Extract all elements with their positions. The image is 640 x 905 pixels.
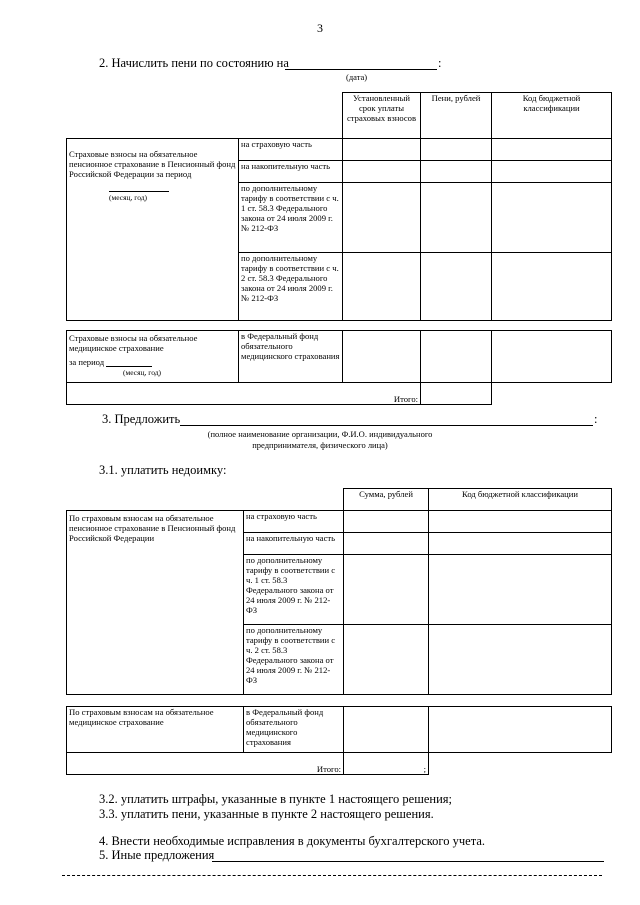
- cell-input[interactable]: [421, 161, 492, 183]
- cell-input[interactable]: [492, 253, 612, 321]
- section-2-title: 2. Начислить пени по состоянию на: [99, 56, 289, 70]
- total-semicolon: ;: [423, 764, 426, 774]
- pension-insurance-label: По страховым взносам на обязательное пенсионное страхование в Пенсионный фонд Российской Федерации: [67, 511, 244, 695]
- section-3-title: 3. Предложить: [102, 412, 181, 426]
- row-funded-part: на накопительную часть: [244, 533, 344, 555]
- row-funded-part: на накопительную часть: [239, 161, 343, 183]
- item-4: 4. Внести необходимые исправления в документы бухгалтерского учета.: [99, 834, 485, 848]
- row-medical-fund: в Федеральный фонд обязательного медицинского страхования: [244, 707, 344, 753]
- cell-input[interactable]: [343, 183, 421, 253]
- organization-field-line[interactable]: [180, 425, 593, 426]
- page-number: 3: [317, 21, 323, 35]
- section-3-colon: :: [594, 412, 598, 426]
- header-budget-code: Код бюджетной классификации: [492, 93, 612, 139]
- item-5: 5. Иные предложения: [99, 848, 215, 862]
- row-medical-fund: в Федеральный фонд обязательного медицинского страхования: [239, 331, 343, 383]
- total-label: Итого:: [67, 383, 421, 405]
- header-budget-code: Код бюджетной классификации: [429, 489, 612, 511]
- row-additional-tariff-2: по дополнительному тарифу в соответствии с ч. 2 ст. 58.3 Федерального закона от 24 июля 2009 г. № 212-ФЗ: [239, 253, 343, 321]
- cell-input[interactable]: [344, 533, 429, 555]
- cell-input[interactable]: [421, 331, 492, 383]
- cell-input[interactable]: [429, 625, 612, 695]
- organization-caption-2: предпринимателя, физического лица): [252, 440, 388, 450]
- cell-input[interactable]: [344, 707, 429, 753]
- row-additional-tariff-1: по дополнительному тарифу в соответствии с ч. 1 ст. 58.3 Федерального закона от 24 июля 2009 г. № 212-ФЗ: [239, 183, 343, 253]
- date-caption: (дата): [346, 72, 368, 82]
- cell-input[interactable]: [492, 161, 612, 183]
- arrears-table: [66, 488, 612, 775]
- section-2-colon: :: [438, 56, 442, 70]
- cell-input[interactable]: [343, 331, 421, 383]
- cell-input[interactable]: [429, 533, 612, 555]
- cell-input[interactable]: [492, 331, 612, 383]
- cell-input[interactable]: [344, 625, 429, 695]
- cell-input[interactable]: [421, 183, 492, 253]
- cell-input[interactable]: [343, 161, 421, 183]
- penalty-table: [66, 92, 612, 405]
- cell-input[interactable]: [492, 183, 612, 253]
- date-field-line[interactable]: [285, 69, 437, 70]
- row-additional-tariff-1: по дополнительному тарифу в соответствии с ч. 1 ст. 58.3 Федерального закона от 24 июля 2009 г. № 212-ФЗ: [244, 555, 344, 625]
- header-payment-term: Установленный срок уплаты страховых взносов: [343, 93, 421, 139]
- cell-input[interactable]: [421, 253, 492, 321]
- item-3-3: 3.3. уплатить пени, указанные в пункте 2 настоящего решения.: [99, 807, 434, 821]
- cell-input[interactable]: [344, 555, 429, 625]
- organization-caption-1: (полное наименование организации, Ф.И.О. индивидуального: [207, 429, 433, 439]
- header-sum-rub: Сумма, рублей: [344, 489, 429, 511]
- cell-input[interactable]: [492, 139, 612, 161]
- medical-insurance-label: Страховые взносы на обязательное медицинское страхование за период (месяц, год): [67, 331, 239, 383]
- item-3-2: 3.2. уплатить штрафы, указанные в пункте 1 настоящего решения;: [99, 792, 452, 806]
- cell-input[interactable]: [429, 707, 612, 753]
- total-input[interactable]: [344, 753, 429, 775]
- cell-input[interactable]: [421, 139, 492, 161]
- row-additional-tariff-2: по дополнительному тарифу в соответствии с ч. 2 ст. 58.3 Федерального закона от 24 июля 2009 г. № 212-ФЗ: [244, 625, 344, 695]
- other-proposals-line-2[interactable]: [62, 875, 602, 876]
- period-caption: (месяц, год): [109, 193, 148, 202]
- header-penalty-rub: Пени, рублей: [421, 93, 492, 139]
- cell-input[interactable]: [343, 139, 421, 161]
- period-field[interactable]: [69, 182, 236, 202]
- pension-insurance-label: Страховые взносы на обязательное пенсионное страхование в Пенсионный фонд Российской Федерации за период (месяц, год): [67, 139, 239, 321]
- section-3-1-title: 3.1. уплатить недоимку:: [99, 463, 227, 477]
- medical-insurance-label: По страховым взносам на обязательное медицинское страхование: [67, 707, 244, 753]
- cell-input[interactable]: [429, 511, 612, 533]
- medical-period-caption: (месяц, год): [123, 368, 162, 377]
- row-insurance-part: на страховую часть: [239, 139, 343, 161]
- cell-input[interactable]: [343, 253, 421, 321]
- cell-input[interactable]: [344, 511, 429, 533]
- other-proposals-line[interactable]: [212, 861, 604, 862]
- total-label: Итого:: [67, 753, 344, 775]
- row-insurance-part: на страховую часть: [244, 511, 344, 533]
- medical-period-field[interactable]: за период (месяц, год): [69, 357, 162, 377]
- cell-input[interactable]: [429, 555, 612, 625]
- total-input[interactable]: [421, 383, 492, 405]
